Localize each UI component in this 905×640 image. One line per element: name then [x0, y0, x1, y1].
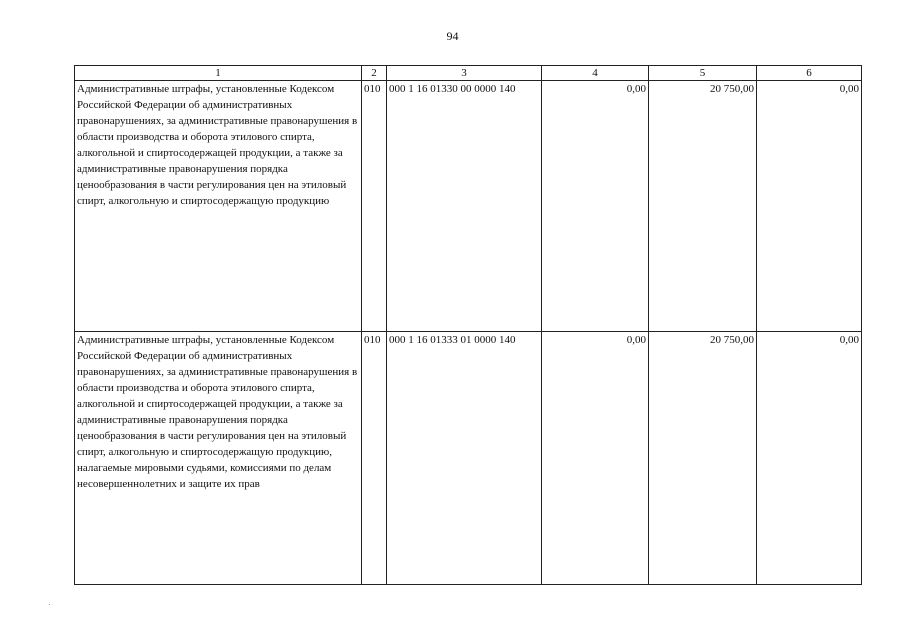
revenue-name-cell: Административные штрафы, установленные Кодексом Российской Федерации об административных правонарушениях, за административные правонарушения в области производства и оборота этилового спирта, алкогольной и спиртосодержащей продукции, а также за административные правонарушения порядка ценообразования в части регулирования цен на этиловый спирт, алкогольную и спиртосодержащую продукцию, налагаемые мировыми судьями, комиссиями по делам несовершеннолетних и защите их прав: [75, 332, 362, 585]
kbk-code-cell: 000 1 16 01330 00 0000 140: [387, 81, 542, 332]
revenue-name-cell: Административные штрафы, установленные Кодексом Российской Федерации об административных правонарушениях, за административные правонарушения в области производства и оборота этилового спирта, алкогольной и спиртосодержащей продукции, а также за административные правонарушения порядка ценообразования в части регулирования цен на этиловый спирт, алкогольную и спиртосодержащую продукцию: [75, 81, 362, 332]
admin-code-cell: 010: [362, 81, 387, 332]
budget-table: [74, 65, 862, 585]
column-header-3: 3: [387, 66, 542, 81]
amount-col4-cell: 0,00: [542, 81, 649, 332]
scan-speck: [49, 604, 50, 605]
amount-col5-cell: 20 750,00: [649, 81, 757, 332]
header-row: [75, 66, 862, 81]
admin-code-cell: 010: [362, 332, 387, 585]
amount-col4-cell: 0,00: [542, 332, 649, 585]
column-header-1: 1: [75, 66, 362, 81]
amount-col5-cell: 20 750,00: [649, 332, 757, 585]
column-header-6: 6: [757, 66, 862, 81]
column-header-4: 4: [542, 66, 649, 81]
kbk-code-cell: 000 1 16 01333 01 0000 140: [387, 332, 542, 585]
column-header-5: 5: [649, 66, 757, 81]
column-header-2: 2: [362, 66, 387, 81]
page-number: 94: [446, 29, 459, 43]
table-row: [75, 81, 862, 332]
amount-col6-cell: 0,00: [757, 81, 862, 332]
table-row: [75, 332, 862, 585]
amount-col6-cell: 0,00: [757, 332, 862, 585]
